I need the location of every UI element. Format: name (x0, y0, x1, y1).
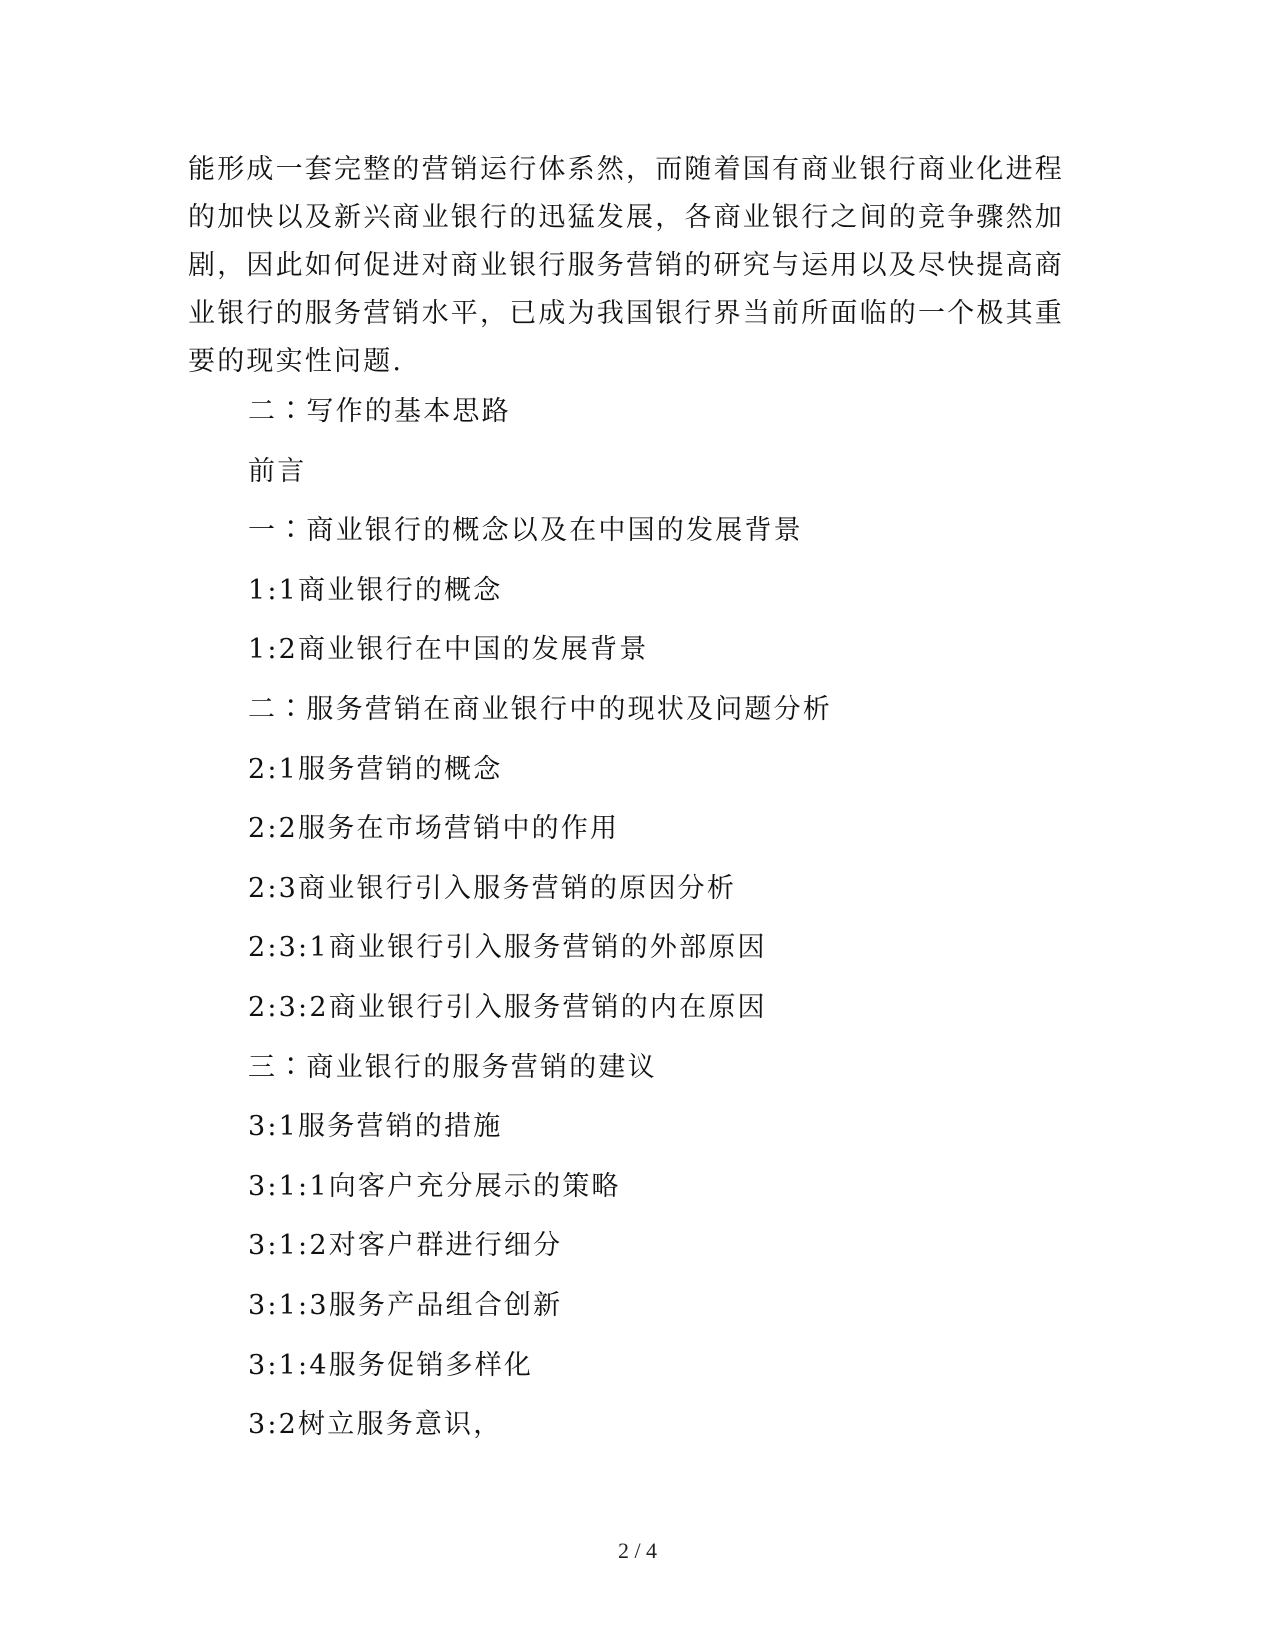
outline-item: 2:2服务在市场营销中的作用 (248, 813, 620, 845)
outline-section: 一∶商业银行的概念以及在中国的发展背景 (248, 515, 803, 547)
outline-heading: 二∶写作的基本思路 (248, 396, 511, 427)
writing-outline (248, 392, 832, 1465)
paragraph-line: 剧，因此如何促进对商业银行服务营销的研究与运用以及尽快提高商 (188, 250, 1064, 281)
outline-section: 三∶商业银行的服务营销的建议 (248, 1051, 657, 1083)
paragraph-line: 能形成一套完整的营销运行体系然，而随着国有商业银行商业化进程 (188, 154, 1064, 185)
outline-item: 2:1服务营销的概念 (248, 753, 503, 785)
outline-item: 2:3:1商业银行引入服务营销的外部原因 (248, 932, 767, 964)
outline-item: 前言 (248, 455, 307, 487)
outline-item: 2:3商业银行引入服务营销的原因分析 (248, 872, 737, 904)
outline-item: 3:1服务营销的措施 (248, 1111, 503, 1143)
outline-item: 1:1商业银行的概念 (248, 574, 503, 606)
paragraph-line: 要的现实性问题. (188, 346, 404, 377)
outline-item: 2:3:2商业银行引入服务营销的内在原因 (248, 991, 767, 1023)
outline-item: 3:2树立服务意识， (248, 1409, 503, 1441)
outline-item: 3:1:3服务产品组合创新 (248, 1289, 563, 1321)
page-number: 2 / 4 (617, 1538, 658, 1563)
paragraph-line: 业银行的服务营销水平，已成为我国银行界当前所面临的一个极其重 (188, 298, 1064, 329)
outline-section: 二∶服务营销在商业银行中的现状及问题分析 (248, 693, 832, 725)
outline-item: 3:1:1向客户充分展示的策略 (248, 1170, 621, 1202)
intro-paragraph (188, 146, 1073, 386)
outline-item: 3:1:4服务促销多样化 (248, 1349, 534, 1381)
paragraph-line: 的加快以及新兴商业银行的迅猛发展，各商业银行之间的竞争骤然加 (188, 202, 1064, 233)
outline-item: 1:2商业银行在中国的发展背景 (248, 634, 649, 666)
outline-item: 3:1:2对客户群进行细分 (248, 1230, 563, 1262)
